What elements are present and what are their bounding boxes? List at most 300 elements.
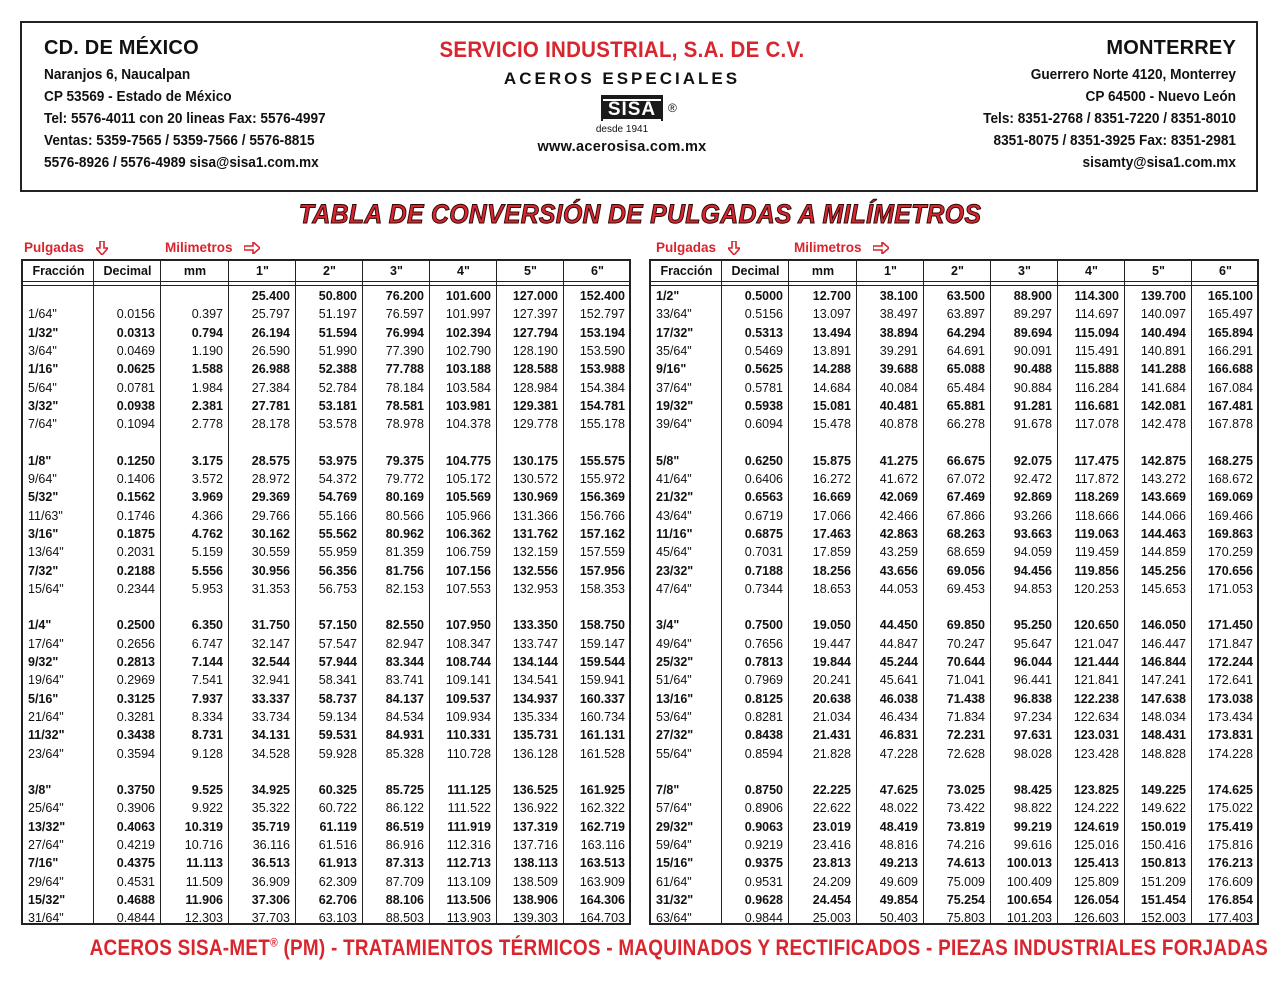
mm-value-cell: 74.216	[946, 838, 985, 852]
mm-value-cell: 58.737	[318, 691, 357, 706]
mm-value-cell: 159.544	[579, 655, 625, 669]
fraction-cell: 11/16"	[656, 526, 693, 541]
mm-value-cell: 127.397	[512, 307, 558, 322]
mm-value-cell: 169.863	[1207, 526, 1253, 541]
mm-value-cell: 73.025	[946, 783, 985, 798]
sisa-logo	[601, 95, 663, 121]
mm-value-cell: 31.353	[251, 581, 290, 596]
decimal-cell: 0.0469	[116, 343, 155, 358]
decimal-cell: 0.1250	[116, 453, 155, 468]
mm-value-cell: 92.869	[1013, 490, 1052, 505]
mm-value-cell: 45.641	[879, 673, 918, 688]
mm-value-cell: 19.050	[812, 618, 851, 633]
decimal-cell: 0.4531	[116, 874, 155, 889]
mm-value-cell: 165.894	[1207, 325, 1253, 340]
mm-value-cell: 92.075	[1013, 453, 1052, 468]
column-header: 2"	[323, 264, 336, 278]
inches-label-text: Pulgadas	[656, 240, 717, 255]
decimal-cell: 0.6875	[744, 526, 783, 541]
mm-value-cell: 84.534	[385, 709, 424, 724]
mm-value-cell: 138.906	[512, 892, 558, 907]
mm-value-cell: 169.466	[1207, 508, 1253, 523]
fraction-cell	[28, 287, 91, 305]
fraction-cell: 19/64"	[28, 673, 64, 688]
mm-value-cell: 75.009	[946, 874, 985, 889]
mm-value-cell: 59.928	[318, 746, 357, 761]
mm-value-cell: 138.509	[512, 874, 558, 889]
mm-value-cell: 110.331	[446, 728, 491, 743]
decimal-cell: 0.0625	[116, 362, 155, 377]
fraction-cell: 1/8"	[28, 453, 52, 468]
column-header: Fracción	[660, 264, 713, 278]
mm-value-cell: 46.038	[879, 691, 918, 706]
mm-value-cell: 167.878	[1207, 417, 1253, 432]
decimal-cell: 0.5625	[744, 362, 783, 377]
mm-value-cell: 145.653	[1140, 581, 1186, 596]
sales-email-line: 5576-8926 / 5576-4989 sisa@sisa1.com.mx	[44, 155, 319, 171]
mm-value-cell: 112.316	[446, 838, 491, 852]
decimal-cell	[94, 287, 155, 305]
mm-value-cell: 47.625	[879, 783, 918, 798]
fraction-cell: 7/32"	[28, 563, 59, 578]
column-header: 6"	[1219, 264, 1232, 278]
fraction-cell: 1/32"	[28, 325, 59, 340]
mm-value-cell: 79.375	[385, 453, 424, 468]
mm-value-cell: 121.841	[1073, 673, 1119, 688]
footer-part1: ACEROS SISA-MET	[89, 935, 271, 960]
mm-value-cell: 150.416	[1140, 838, 1186, 852]
mm-value-cell: 57.150	[318, 618, 357, 633]
mm-value-cell: 100.654	[1006, 892, 1052, 907]
mm-value-cell: 98.028	[1013, 746, 1052, 761]
mm-value-cell: 130.969	[512, 490, 558, 505]
column-header: 6"	[591, 264, 604, 278]
mm-value-cell: 15.478	[812, 417, 851, 432]
mm-value-cell: 151.209	[1140, 874, 1186, 889]
mm-value-cell: 57.547	[318, 636, 357, 651]
mm-value-cell: 40.481	[879, 398, 918, 413]
mm-value-cell: 67.072	[946, 472, 985, 486]
mm-value-cell: 175.022	[1207, 801, 1253, 816]
mm-value-cell: 8.731	[191, 728, 223, 743]
mm-value-cell: 176.609	[1207, 874, 1253, 889]
mm-label-text: Milimetros	[165, 240, 233, 255]
column-header: mm	[183, 264, 207, 278]
mm-value-cell: 106.362	[445, 526, 491, 541]
footer-services	[89, 935, 1269, 961]
mm-value-cell: 49.609	[879, 874, 918, 889]
fraction-cell: 43/64"	[656, 508, 692, 523]
mm-value-cell: 142.875	[1140, 453, 1186, 468]
mm-value-cell: 46.831	[879, 728, 918, 743]
mm-value-cell: 162.719	[579, 819, 625, 834]
mm-value-cell: 50.800	[318, 289, 357, 303]
mm-value-cell: 87.313	[385, 856, 424, 871]
mm-value-cell: 38.497	[879, 307, 918, 322]
decimal-cell: 0.0156	[116, 307, 155, 322]
decimal-cell: 0.1562	[116, 490, 155, 505]
mm-value-cell: 81.756	[385, 563, 424, 578]
fraction-cell: 15/64"	[28, 581, 64, 596]
mm-value-cell: 121.444	[1073, 655, 1119, 669]
mm-value-cell: 96.044	[1013, 655, 1052, 669]
mm-value-cell: 38.894	[879, 325, 918, 340]
mm-value-cell: 19.447	[812, 636, 851, 651]
mm-value-cell: 153.590	[579, 343, 625, 358]
page-title: TABLA DE CONVERSIÓN DE PULGADAS A MILÍMETROS	[298, 199, 982, 229]
city-monterrey: MONTERREY	[1106, 37, 1236, 59]
decimal-cell: 0.4688	[116, 892, 155, 907]
mm-value-cell: 137.716	[512, 838, 558, 852]
mm-value-cell: 131.762	[512, 526, 558, 541]
mm-value-cell: 122.634	[1073, 709, 1119, 724]
mm-value-cell: 2.381	[191, 398, 223, 413]
mm-value-cell: 21.034	[812, 709, 851, 724]
mm-value-cell: 131.366	[512, 508, 558, 523]
mm-value-cell: 120.650	[1073, 618, 1119, 633]
mm-value-cell: 127.000	[512, 289, 558, 303]
mm-value-cell: 102.394	[445, 325, 491, 340]
fraction-cell: 21/32"	[656, 490, 694, 505]
mm-value-cell: 140.494	[1140, 325, 1186, 340]
column-header: 3"	[390, 264, 403, 278]
footer-part2: (PM) - TRATAMIENTOS TÉRMICOS - MAQUINADOS Y RECTIFICADOS - PIEZAS INDUSTRIALES FORJADAS	[277, 935, 1269, 960]
fraction-cell: 11/63"	[28, 508, 63, 523]
mm-value-cell: 51.594	[318, 325, 357, 340]
mm-value-cell: 7.144	[191, 655, 223, 669]
fraction-cell: 15/32"	[28, 892, 66, 907]
mm-value-cell: 1.190	[191, 343, 223, 358]
mm-value-cell: 11.509	[185, 874, 223, 889]
mm-value-cell: 25.003	[812, 911, 851, 926]
mm-value-cell: 115.491	[1074, 343, 1119, 358]
website-link[interactable]: www.acerosisa.com.mx	[537, 139, 707, 155]
unit-labels-left	[0, 240, 640, 258]
mm-value-cell: 130.572	[512, 472, 558, 486]
mm-value-cell: 134.144	[512, 655, 558, 669]
fraction-cell: 5/32"	[28, 490, 59, 505]
mm-value-cell: 114.697	[1074, 307, 1119, 322]
mm-value-cell: 154.384	[579, 380, 625, 395]
mm-value-cell: 142.081	[1140, 398, 1186, 413]
fraction-cell: 23/64"	[28, 746, 64, 761]
mm-value-cell: 86.916	[385, 838, 424, 852]
mm-value-cell: 88.503	[385, 911, 424, 926]
mm-value-cell: 9.128	[191, 746, 223, 761]
mm-value-cell: 25.797	[251, 307, 290, 322]
mm-value-cell: 84.137	[385, 691, 424, 706]
mm-value-cell: 11.906	[185, 892, 223, 907]
mm-value-cell: 6.350	[191, 618, 223, 633]
column-header: 5"	[524, 264, 537, 278]
mm-value-cell: 79.772	[385, 472, 424, 486]
mm-value-cell: 153.988	[579, 362, 625, 377]
conversion-table-right	[649, 259, 1259, 925]
mm-value-cell: 111.522	[447, 801, 491, 816]
mm-value-cell: 64.691	[946, 343, 985, 358]
mm-value-cell: 22.225	[812, 783, 851, 798]
mm-value-cell: 120.253	[1073, 581, 1119, 596]
mm-value-cell: 117.872	[1074, 472, 1119, 486]
mm-value-cell: 155.178	[579, 417, 625, 432]
decimal-cell: 0.6406	[744, 472, 783, 486]
mm-value-cell: 147.241	[1140, 673, 1186, 688]
mm-value-cell: 147.638	[1140, 691, 1186, 706]
decimal-cell: 0.3281	[116, 709, 155, 724]
mm-value-cell: 69.453	[946, 581, 985, 596]
header-box	[20, 21, 1258, 192]
mm-value-cell: 27.781	[251, 398, 290, 413]
mm-value-cell: 3.969	[191, 490, 223, 505]
mm-value-cell: 103.981	[445, 398, 491, 413]
mm-value-cell: 148.034	[1140, 709, 1186, 724]
fraction-cell: 17/32"	[656, 325, 694, 340]
mm-value-cell: 132.953	[512, 581, 558, 596]
decimal-cell: 0.2969	[116, 673, 155, 688]
decimal-cell: 0.9628	[744, 892, 783, 907]
mm-value-cell: 17.066	[812, 508, 851, 523]
mm-value-cell: 61.913	[318, 856, 357, 871]
mm-value-cell: 63.103	[318, 911, 357, 926]
mm-value-cell: 41.275	[879, 453, 918, 468]
mm-value-cell: 174.625	[1207, 783, 1253, 798]
mm-value-cell: 15.875	[812, 453, 851, 468]
mm-value-cell: 151.454	[1140, 892, 1186, 907]
mm-value-cell: 158.353	[579, 581, 625, 596]
mm-value-cell: 111.919	[447, 819, 491, 834]
mm-value-cell: 171.450	[1207, 618, 1253, 633]
mm-value-cell: 155.972	[579, 472, 625, 486]
mm-value-cell: 40.878	[879, 417, 918, 432]
mm-value-cell: 14.684	[812, 380, 851, 395]
decimal-cell: 0.0313	[116, 325, 155, 340]
mm-value-cell: 0.397	[191, 307, 223, 322]
mm-value-cell: 62.309	[318, 874, 357, 889]
column-header: 2"	[951, 264, 964, 278]
mm-value-cell: 169.069	[1207, 490, 1253, 505]
mm-value-cell: 124.619	[1073, 819, 1119, 834]
mm-value-cell: 46.434	[879, 709, 918, 724]
mm-value-cell: 157.956	[579, 563, 625, 578]
mm-value-cell: 63.500	[946, 289, 985, 303]
mm-value-cell: 118.666	[1074, 508, 1119, 523]
mm-value-cell: 119.459	[1074, 545, 1119, 560]
mm-value-cell: 166.291	[1207, 343, 1253, 358]
inches-label-text: Pulgadas	[24, 240, 85, 255]
fraction-cell: 1/16"	[28, 362, 59, 377]
mm-value-cell: 123.428	[1073, 746, 1119, 761]
mm-value-cell: 60.325	[318, 783, 357, 798]
city-mexico: CD. DE MÉXICO	[44, 37, 199, 59]
mm-value-cell: 155.575	[579, 453, 625, 468]
mm-value-cell: 111.125	[447, 783, 491, 798]
mm-value-cell: 67.866	[946, 508, 985, 523]
column-header: Decimal	[731, 264, 780, 278]
decimal-cell: 0.7344	[744, 581, 783, 596]
mm-value-cell: 96.838	[1013, 691, 1052, 706]
mm-value-cell: 78.581	[385, 398, 424, 413]
mm-value-cell: 163.513	[579, 856, 625, 871]
decimal-cell: 0.8594	[744, 746, 783, 761]
footer-registered-mark: ®	[270, 935, 278, 950]
fraction-cell: 51/64"	[656, 673, 692, 688]
column-header: 1"	[884, 264, 897, 278]
mm-value-cell: 15.081	[812, 398, 851, 413]
mm-value-cell: 152.797	[579, 307, 625, 322]
column-header: Fracción	[32, 264, 85, 278]
mm-value-cell: 78.184	[385, 380, 424, 395]
mm-value-cell: 143.272	[1140, 472, 1186, 486]
mm-value-cell: 163.116	[580, 838, 625, 852]
mm-value-cell: 168.275	[1207, 453, 1253, 468]
mm-value-cell: 157.162	[579, 526, 625, 541]
mm-value-cell: 29.766	[251, 508, 290, 523]
decimal-cell: 0.7188	[744, 563, 783, 578]
mm-value-cell: 82.550	[385, 618, 424, 633]
mm-value-cell: 13.097	[812, 307, 851, 322]
mm-value-cell: 138.113	[513, 856, 558, 871]
mm-value-cell: 132.556	[512, 563, 558, 578]
mm-value-cell: 165.497	[1207, 307, 1253, 322]
mm-value-cell: 108.347	[445, 636, 491, 651]
mm-value-cell: 114.300	[1074, 289, 1119, 303]
registered-mark: ®	[668, 101, 677, 115]
fraction-cell: 27/64"	[28, 838, 64, 852]
mm-value-cell: 16.669	[812, 490, 851, 505]
decimal-cell: 0.2188	[116, 563, 155, 578]
mm-value-cell: 105.966	[445, 508, 491, 523]
mm-value-cell: 90.091	[1013, 343, 1052, 358]
mm-value-cell: 99.616	[1013, 838, 1052, 852]
mm-value-cell: 39.688	[879, 362, 918, 377]
fraction-cell: 13/32"	[28, 819, 66, 834]
mm-value-cell: 61.119	[319, 819, 357, 834]
decimal-cell: 0.2813	[116, 655, 155, 669]
email-line: sisamty@sisa1.com.mx	[1082, 155, 1236, 171]
mm-value-cell: 76.200	[385, 289, 424, 303]
column-header: Decimal	[103, 264, 152, 278]
mm-value-cell: 37.306	[251, 892, 290, 907]
mm-value-cell: 56.753	[318, 581, 357, 596]
mm-value-cell: 3.175	[191, 453, 223, 468]
fraction-cell: 55/64"	[656, 746, 692, 761]
mm-value-cell: 119.063	[1074, 526, 1119, 541]
fraction-cell: 53/64"	[656, 709, 692, 724]
decimal-cell: 0.3594	[116, 746, 155, 761]
decimal-cell: 0.5781	[744, 380, 783, 395]
fraction-cell: 19/32"	[656, 398, 694, 413]
fraction-cell: 17/64"	[28, 636, 64, 651]
mm-value-cell: 94.853	[1013, 581, 1052, 596]
mm-value-cell: 55.959	[318, 545, 357, 560]
mm-value-cell: 98.425	[1013, 783, 1052, 798]
mm-value-cell: 100.013	[1006, 856, 1052, 871]
mm-value-cell: 43.656	[879, 563, 918, 578]
mm-value-cell: 97.631	[1013, 728, 1052, 743]
mm-value-cell: 25.400	[251, 289, 290, 303]
mm-value-cell: 105.569	[445, 490, 491, 505]
mm-value-cell: 98.822	[1013, 801, 1052, 816]
mm-value-cell: 53.181	[318, 398, 357, 413]
decimal-cell: 0.3906	[116, 801, 155, 816]
mm-value-cell: 61.516	[318, 838, 357, 852]
mm-value-cell: 42.466	[879, 508, 918, 523]
mm-value-cell: 143.669	[1140, 490, 1186, 505]
right-arrow-icon	[873, 242, 889, 257]
mm-value-cell: 84.931	[385, 728, 424, 743]
mm-value-cell: 30.162	[251, 526, 290, 541]
decimal-cell: 0.8906	[744, 801, 783, 816]
mm-value-cell: 49.213	[879, 856, 918, 871]
mm-value-cell: 97.234	[1013, 709, 1052, 724]
decimal-cell: 0.1406	[116, 472, 155, 486]
decimal-cell: 0.9375	[744, 856, 783, 871]
column-header: 4"	[1085, 264, 1098, 278]
decimal-cell: 0.5938	[744, 398, 783, 413]
mm-value-cell: 125.413	[1073, 856, 1119, 871]
mm-value-cell: 121.047	[1073, 636, 1119, 651]
decimal-cell: 0.7813	[744, 655, 783, 669]
mm-value-cell: 53.975	[318, 453, 357, 468]
fraction-cell: 1/64"	[28, 307, 57, 322]
mm-value-cell: 88.900	[1013, 289, 1052, 303]
mm-value-cell: 36.513	[251, 856, 290, 871]
mm-value-cell: 157.559	[579, 545, 625, 560]
mm-value-cell: 49.854	[879, 892, 918, 907]
mm-value-cell: 43.259	[879, 545, 918, 560]
mm-value-cell: 119.856	[1074, 563, 1119, 578]
mm-value-cell: 54.372	[318, 472, 357, 486]
mm-value-cell: 51.990	[318, 343, 357, 358]
mm-value-cell: 30.559	[251, 545, 290, 560]
mm-value-cell: 1.984	[191, 380, 223, 395]
mm-value-cell: 52.784	[318, 380, 357, 395]
header-rule	[651, 285, 1257, 286]
mm-value-cell: 146.050	[1140, 618, 1186, 633]
mm-value-cell: 95.250	[1013, 618, 1052, 633]
mm-value-cell: 60.722	[318, 801, 357, 816]
mm-value-cell: 126.054	[1073, 892, 1119, 907]
mm-value-cell: 48.816	[879, 838, 918, 852]
mm-value-cell: 71.834	[946, 709, 985, 724]
address-line: Naranjos 6, Naucalpan	[44, 67, 191, 83]
mm-value-cell: 172.244	[1207, 655, 1253, 669]
decimal-cell: 0.6250	[744, 453, 783, 468]
mm-value-cell: 20.241	[812, 673, 851, 688]
mm-value-cell: 104.378	[445, 417, 491, 432]
mm-value-cell: 117.078	[1074, 417, 1119, 432]
mm-value-cell: 96.441	[1013, 673, 1052, 688]
mm-value-cell: 23.019	[812, 819, 851, 834]
mm-value-cell: 144.066	[1140, 508, 1186, 523]
decimal-cell: 0.9844	[744, 911, 783, 926]
mm-value-cell: 76.597	[385, 307, 424, 322]
mm-value-cell: 21.431	[812, 728, 851, 743]
mm-value-cell: 113.903	[446, 911, 491, 926]
mm-value-cell: 177.403	[1207, 911, 1253, 926]
mm-value-cell: 5.953	[191, 581, 223, 596]
mm-value-cell: 26.988	[251, 362, 290, 377]
mm-value-cell: 50.403	[879, 911, 918, 926]
mm-value-cell: 66.278	[946, 417, 985, 432]
decimal-cell: 0.9063	[744, 819, 783, 834]
fraction-cell: 31/64"	[28, 911, 64, 926]
mm-value-cell: 176.854	[1207, 892, 1253, 907]
mm-value-cell: 10.319	[184, 819, 223, 834]
mm-value-cell: 141.288	[1140, 362, 1186, 377]
fraction-cell: 9/16"	[656, 362, 687, 377]
mm-value-cell: 89.694	[1013, 325, 1052, 340]
